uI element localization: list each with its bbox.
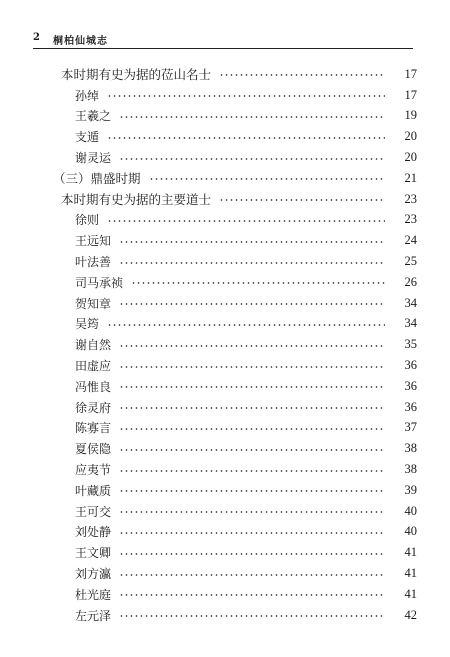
toc-entry	[0, 85, 450, 106]
toc-leader-dots	[219, 199, 385, 201]
toc-entry-page: 26	[404, 274, 417, 289]
toc-entry-title: 田虚应	[75, 359, 112, 374]
toc-entry-page: 24	[404, 233, 417, 248]
toc-leader-dots	[119, 116, 385, 118]
toc-entry-page: 34	[404, 316, 417, 331]
toc-leader-dots	[131, 282, 385, 284]
toc-entry	[0, 64, 450, 85]
toc-entry-title: 刘方瀛	[75, 567, 112, 582]
toc-entry	[0, 126, 450, 147]
toc-entry-page: 34	[404, 295, 417, 310]
toc-entry	[0, 438, 450, 459]
toc-entry-title: 左元泽	[75, 608, 112, 623]
toc-entry-title: 吴筠	[75, 317, 100, 332]
table-of-contents	[0, 64, 450, 626]
toc-entry	[0, 605, 450, 626]
toc-entry	[0, 584, 450, 605]
toc-leader-dots	[119, 366, 385, 368]
toc-leader-dots	[119, 615, 385, 617]
toc-entry-title: 冯惟良	[75, 379, 112, 394]
toc-entry-title: 徐灵府	[75, 400, 112, 415]
toc-entry-page: 21	[404, 170, 417, 185]
toc-entry-page: 38	[404, 462, 417, 477]
toc-entry-title: 孙绰	[75, 88, 100, 103]
header-page-number: 2	[33, 32, 40, 43]
toc-leader-dots	[107, 137, 385, 139]
toc-entry-title: 司马承祯	[75, 275, 124, 290]
toc-entry-title: 王远知	[75, 234, 112, 249]
toc-leader-dots	[107, 95, 385, 97]
toc-entry-title: 本时期有史为据的莅山名士	[61, 67, 212, 83]
toc-leader-dots	[149, 178, 385, 180]
toc-entry	[0, 189, 450, 210]
toc-leader-dots	[119, 470, 385, 472]
toc-entry-page: 41	[404, 545, 417, 560]
toc-entry	[0, 522, 450, 543]
toc-leader-dots	[119, 386, 385, 388]
toc-entry-page: 35	[404, 337, 417, 352]
toc-entry	[0, 397, 450, 418]
toc-entry-page: 41	[404, 586, 417, 601]
toc-entry	[0, 418, 450, 439]
toc-entry	[0, 168, 450, 189]
toc-entry-title: 谢灵运	[75, 151, 112, 166]
toc-entry-title: 王可交	[75, 504, 112, 519]
toc-entry-title: 本时期有史为据的主要道士	[61, 192, 212, 208]
toc-entry	[0, 563, 450, 584]
toc-entry-page: 36	[404, 399, 417, 414]
header-book-title: 桐柏仙城志	[53, 36, 108, 47]
toc-leader-dots	[119, 303, 385, 305]
toc-entry-page: 41	[404, 566, 417, 581]
toc-entry-page: 20	[404, 150, 417, 165]
toc-entry	[0, 376, 450, 397]
toc-entry-page: 39	[404, 482, 417, 497]
toc-entry-page: 17	[404, 87, 417, 102]
running-header	[33, 30, 413, 48]
toc-entry-title: 支遁	[75, 130, 100, 145]
toc-leader-dots	[119, 345, 385, 347]
toc-leader-dots	[119, 574, 385, 576]
toc-entry	[0, 355, 450, 376]
toc-entry-page: 25	[404, 254, 417, 269]
toc-leader-dots	[119, 158, 385, 160]
toc-entry	[0, 230, 450, 251]
toc-entry	[0, 480, 450, 501]
toc-entry-page: 40	[404, 503, 417, 518]
toc-entry-page: 19	[404, 108, 417, 123]
toc-leader-dots	[119, 449, 385, 451]
toc-entry-page: 36	[404, 358, 417, 373]
toc-entry	[0, 272, 450, 293]
toc-leader-dots	[119, 532, 385, 534]
toc-entry	[0, 106, 450, 127]
toc-entry-page: 37	[404, 420, 417, 435]
toc-entry-page: 42	[404, 607, 417, 622]
toc-entry-page: 23	[404, 191, 417, 206]
toc-entry	[0, 334, 450, 355]
toc-entry-page: 17	[404, 66, 417, 81]
toc-leader-dots	[119, 407, 385, 409]
toc-entry-page: 38	[404, 441, 417, 456]
toc-entry	[0, 314, 450, 335]
toc-entry-title: 王羲之	[75, 109, 112, 124]
toc-entry	[0, 251, 450, 272]
toc-leader-dots	[107, 220, 385, 222]
toc-entry-title: 应夷节	[75, 463, 112, 478]
toc-entry	[0, 501, 450, 522]
toc-entry-title: 夏侯隐	[75, 442, 112, 457]
toc-leader-dots	[119, 241, 385, 243]
toc-leader-dots	[119, 262, 385, 264]
toc-entry-page: 23	[404, 212, 417, 227]
toc-leader-dots	[119, 490, 385, 492]
header-rule	[33, 48, 413, 49]
toc-entry-title: 刘处静	[75, 525, 112, 540]
toc-entry	[0, 210, 450, 231]
toc-entry-title: 王文卿	[75, 546, 112, 561]
toc-entry-page: 20	[404, 129, 417, 144]
toc-entry-page: 40	[404, 524, 417, 539]
toc-entry	[0, 459, 450, 480]
toc-entry-title: 杜光庭	[75, 587, 112, 602]
toc-entry	[0, 147, 450, 168]
toc-entry-title: 叶藏质	[75, 483, 112, 498]
toc-leader-dots	[119, 553, 385, 555]
toc-entry-title: 贺知章	[75, 296, 112, 311]
toc-entry-page: 36	[404, 378, 417, 393]
toc-entry-title: （三）鼎盛时期	[53, 171, 141, 187]
toc-leader-dots	[119, 511, 385, 513]
toc-entry	[0, 293, 450, 314]
toc-entry	[0, 542, 450, 563]
toc-entry-title: 徐则	[75, 213, 100, 228]
toc-leader-dots	[119, 428, 385, 430]
toc-entry-title: 谢自然	[75, 338, 112, 353]
toc-entry-title: 陈寡言	[75, 421, 112, 436]
toc-leader-dots	[119, 594, 385, 596]
toc-leader-dots	[219, 74, 385, 76]
toc-leader-dots	[107, 324, 385, 326]
toc-entry-title: 叶法善	[75, 255, 112, 270]
